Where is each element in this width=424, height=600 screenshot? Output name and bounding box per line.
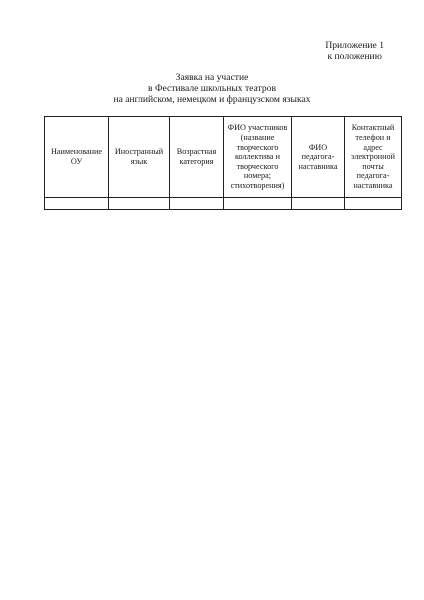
appendix-number: Приложение 1 (325, 40, 384, 51)
header-age-category: Возрастная категория (170, 117, 224, 198)
application-table (44, 116, 402, 210)
header-school-name: Наименование ОУ (45, 117, 109, 198)
table-cell[interactable] (45, 198, 109, 210)
appendix-note (325, 40, 384, 62)
document-title (0, 72, 424, 105)
table-cell[interactable] (292, 198, 345, 210)
table-cell[interactable] (109, 198, 170, 210)
header-foreign-language: Иностранный язык (109, 117, 170, 198)
table-cell[interactable] (345, 198, 402, 210)
header-mentor-contacts: Контактный телефон и адрес электронной почты педагога-наставника (345, 117, 402, 198)
header-mentor-name: ФИО педагога-наставника (292, 117, 345, 198)
title-line-3: на английском, немецком и французском языках (113, 94, 311, 105)
table-header-row (45, 117, 402, 198)
table-cell[interactable] (224, 198, 292, 210)
appendix-reference: к положению (327, 51, 382, 62)
table-row (45, 198, 402, 210)
title-line-2: в Фестивале школьных театров (148, 83, 276, 94)
table-cell[interactable] (170, 198, 224, 210)
header-participants: ФИО участников (название творческого коллектива и творческого номера; стихотворения) (224, 117, 292, 198)
title-line-1: Заявка на участие (175, 72, 249, 83)
